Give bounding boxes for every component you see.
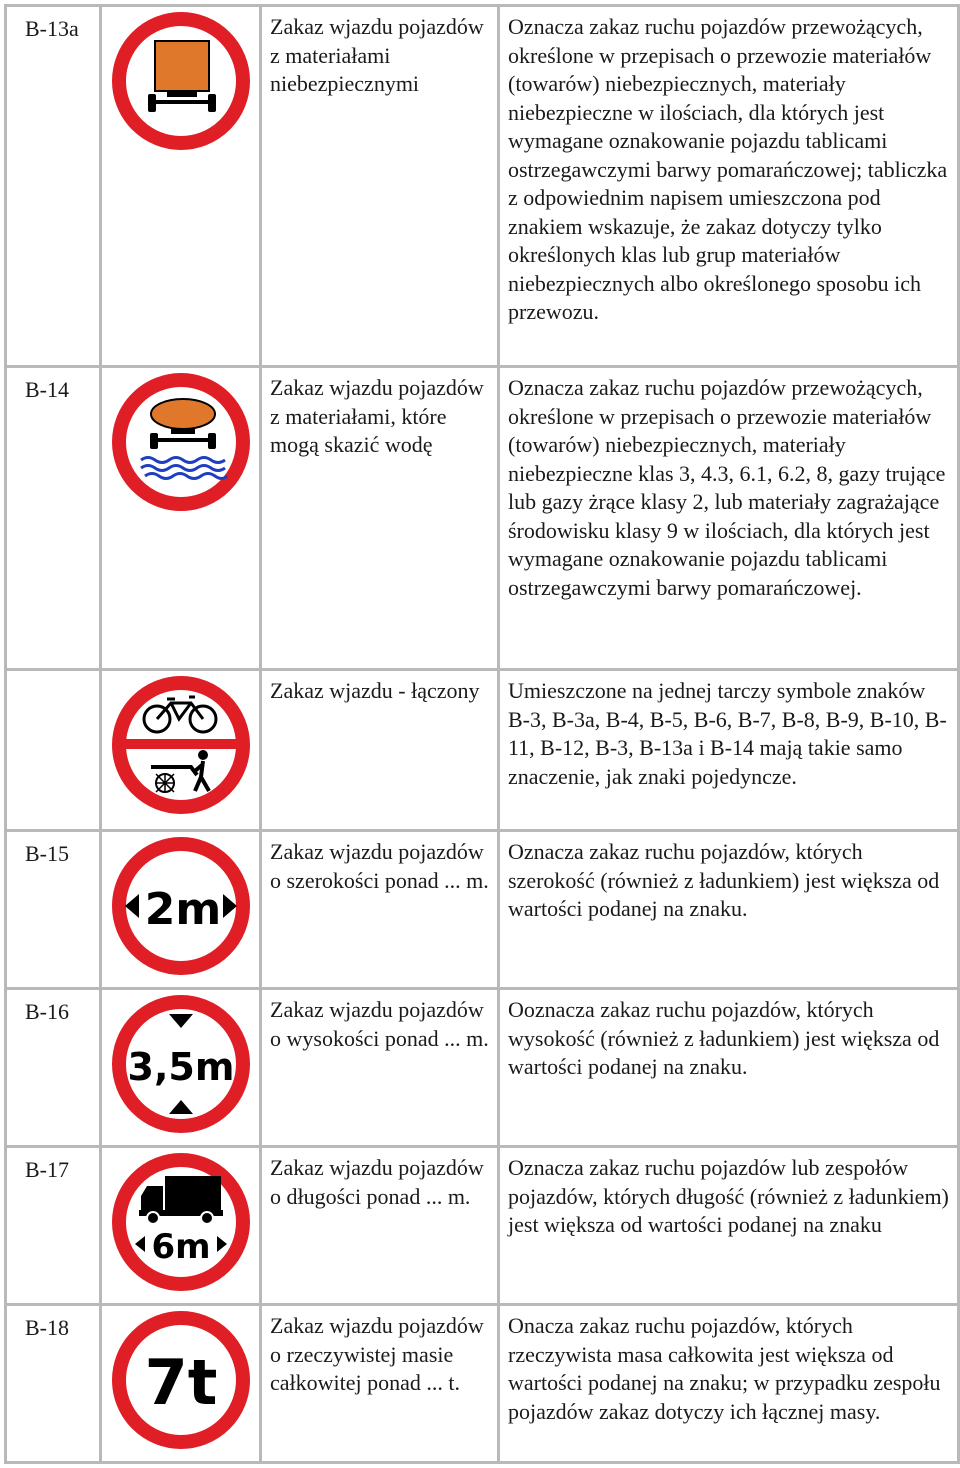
sign-name: Zakaz wjazdu pojazdów z materiałami, które mogą skazić wodę — [261, 367, 499, 670]
sign-name: Zakaz wjazdu - łączony — [261, 670, 499, 831]
sign-code: B-18 — [6, 1305, 101, 1463]
table-row — [6, 367, 959, 670]
sign-name: Zakaz wjazdu pojazdów z materiałami niebezpiecznymi — [261, 6, 499, 367]
sign-description: Oznacza zakaz ruchu pojazdów przewożących, określone w przepisach o przewozie materiałów (towarów) niebezpiecznych, materiały niebezpieczne w ilościach, dla których jest wymagane oznakowanie pojazdu tablicami ostrzegawczymi barwy pomarańczowej; tabliczka z odpowiednim napisem umieszczona pod znakiem wskazuje, że zakaz dotyczy tylko określonych klas lub grup materiałów niebezpiecznych albo określonego sposobu ich przewozu. — [499, 6, 959, 367]
sign-code: B-16 — [6, 989, 101, 1147]
sign-description: Oznacza zakaz ruchu pojazdów przewożących, określone w przepisach o przewozie materiałów (towarów) niebezpiecznych, materiały niebezpieczne klas 3, 4.3, 6.1, 6.2, 8, gazy trujące lub gazy żrące klasy 2, lub materiały zagrażające środowisku klasy 9 w ilościach, dla których jest wymagane oznakowanie pojazdu tablicami ostrzegawczymi barwy pomarańczowej. — [499, 367, 959, 670]
width-limit-sign-icon — [101, 831, 261, 989]
no-water-polluting-goods-sign-icon — [101, 367, 261, 670]
table-row — [6, 6, 959, 367]
sign-name: Zakaz wjazdu pojazdów o szerokości ponad ... m. — [261, 831, 499, 989]
sign-name: Zakaz wjazdu pojazdów o długości ponad ... m. — [261, 1147, 499, 1305]
table-row — [6, 670, 959, 831]
sign-code: B-14 — [6, 367, 101, 670]
sign-value-text: 7t — [144, 1346, 217, 1419]
sign-value-text: 2m — [144, 884, 221, 935]
weight-limit-sign-icon — [101, 1305, 261, 1463]
table-row — [6, 989, 959, 1147]
sign-description: Ooznacza zakaz ruchu pojazdów, których wysokość (również z ładunkiem) jest większa od wartości podanej na znaku. — [499, 989, 959, 1147]
sign-code: B-13a — [6, 6, 101, 367]
sign-description: Umieszczone na jednej tarczy symbole znaków B-3, B-3a, B-4, B-5, B-6, B-7, B-8, B-9, B-10, B-11, B-12, B-3, B-13a i B-14 mają takie samo znaczenie, jak znaki pojedyncze. — [499, 670, 959, 831]
table-row — [6, 1147, 959, 1305]
sign-value-text: 3,5m — [127, 1045, 234, 1089]
table-row — [6, 1305, 959, 1463]
sign-name: Zakaz wjazdu pojazdów o wysokości ponad ... m. — [261, 989, 499, 1147]
road-signs-table — [4, 4, 960, 1464]
sign-code: B-15 — [6, 831, 101, 989]
sign-value-text: 6m — [150, 1227, 211, 1267]
sign-code: B-17 — [6, 1147, 101, 1305]
sign-name: Zakaz wjazdu pojazdów o rzeczywistej masie całkowitej ponad ... t. — [261, 1305, 499, 1463]
length-limit-sign-icon — [101, 1147, 261, 1305]
sign-description: Oznacza zakaz ruchu pojazdów lub zespołów pojazdów, których długość (również z ładunkiem) jest większa od wartości podanej na znaku — [499, 1147, 959, 1305]
sign-description: Onacza zakaz ruchu pojazdów, których rzeczywista masa całkowita jest większa od wartości podanej na znaku; w przypadku zespołu pojazdów zakaz dotyczy ich łącznej masy. — [499, 1305, 959, 1463]
sign-description: Oznacza zakaz ruchu pojazdów, których szerokość (również z ładunkiem) jest większa od wartości podanej na znaku. — [499, 831, 959, 989]
no-dangerous-goods-vehicles-sign-icon — [101, 6, 261, 367]
sign-code — [6, 670, 101, 831]
combined-no-entry-sign-icon — [101, 670, 261, 831]
table-row — [6, 831, 959, 989]
height-limit-sign-icon — [101, 989, 261, 1147]
